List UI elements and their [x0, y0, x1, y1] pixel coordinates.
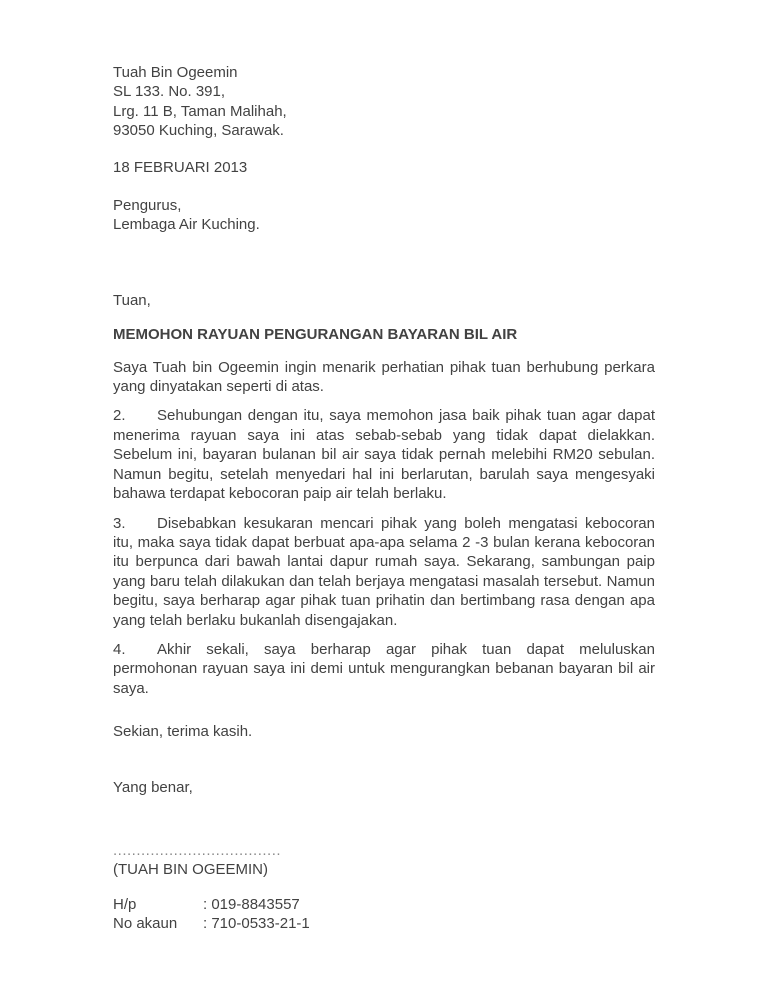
paragraph-number: 4. — [113, 640, 126, 658]
letter-date: 18 FEBRUARI 2013 — [113, 158, 248, 176]
paragraph-number: 3. — [113, 514, 126, 532]
salutation: Tuan, — [113, 291, 151, 309]
account-value: : 710-0533-21-1 — [203, 915, 310, 933]
paragraph-text: Saya Tuah bin Ogeemin ingin menarik perhatian pihak tuan berhubung perkara yang dinyatakan seperti di atas. — [113, 358, 655, 396]
signature-dotted-line: .................................... — [113, 841, 282, 859]
body-paragraph-2 — [113, 406, 655, 503]
sender-name: Tuah Bin Ogeemin — [113, 64, 238, 81]
sender-address-line: SL 133. No. 391, — [113, 83, 226, 101]
contact-row-phone — [113, 895, 655, 914]
closing-line: Sekian, terima kasih. — [113, 723, 253, 741]
body-paragraph-3 — [113, 514, 655, 630]
sign-off-line: Yang benar, — [113, 778, 193, 796]
contact-details — [113, 895, 655, 934]
sender-address-line: 93050 Kuching, Sarawak. — [113, 122, 284, 140]
phone-value: : 019-8843557 — [203, 895, 300, 913]
recipient-title: Pengurus, — [113, 197, 182, 215]
sender-address-line: Lrg. 11 B, Taman Malihah, — [113, 102, 287, 120]
account-label: No akaun — [113, 915, 178, 933]
subject-line: MEMOHON RAYUAN PENGURANGAN BAYARAN BIL AIR — [113, 326, 518, 344]
recipient-address — [113, 196, 655, 235]
paragraph-text: Sehubungan dengan itu, saya memohon jasa baik pihak tuan agar dapat menerima rayuan saya ini atas sebab-sebab yang tidak dapat dielakkan. Sebelum ini, bayaran bulanan bil air saya tidak pernah melebihi RM20 sebulan. Namun begitu, setelah menyedari hal ini berlarutan, barulah saya mengesyaki bahawa terdapat kebocoran paip air telah berlaku. — [113, 407, 655, 503]
signature-block — [113, 841, 655, 880]
contact-row-account — [113, 914, 655, 933]
body-paragraph-4 — [113, 640, 655, 698]
paragraph-text: Disebabkan kesukaran mencari pihak yang boleh mengatasi kebocoran itu, maka saya tidak dapat berbuat apa-apa selama 2 -3 bulan kerana kebocoran itu berpunca dari bawah lantai dapur rumah saya. Sekarang, sambungan paip yang baru telah dilakukan dan telah berjaya mengatasi masalah tersebut. Namun begitu, saya berharap agar pihak tuan prihatin dan bertimbang rasa dengan apa yang telah berlaku bukanlah disengajakan. — [113, 514, 655, 629]
paragraph-number: 2. — [113, 407, 126, 425]
paragraph-text: Akhir sekali, saya berharap agar pihak tuan dapat meluluskan permohonan rayuan saya ini demi untuk mengurangkan bebanan bayaran bil air saya. — [113, 640, 655, 697]
recipient-organization: Lembaga Air Kuching. — [113, 216, 260, 234]
body-paragraph-1 — [113, 358, 655, 397]
sender-address — [113, 63, 655, 141]
signature-name: (TUAH BIN OGEEMIN) — [113, 861, 269, 879]
phone-label: H/p — [113, 895, 137, 913]
